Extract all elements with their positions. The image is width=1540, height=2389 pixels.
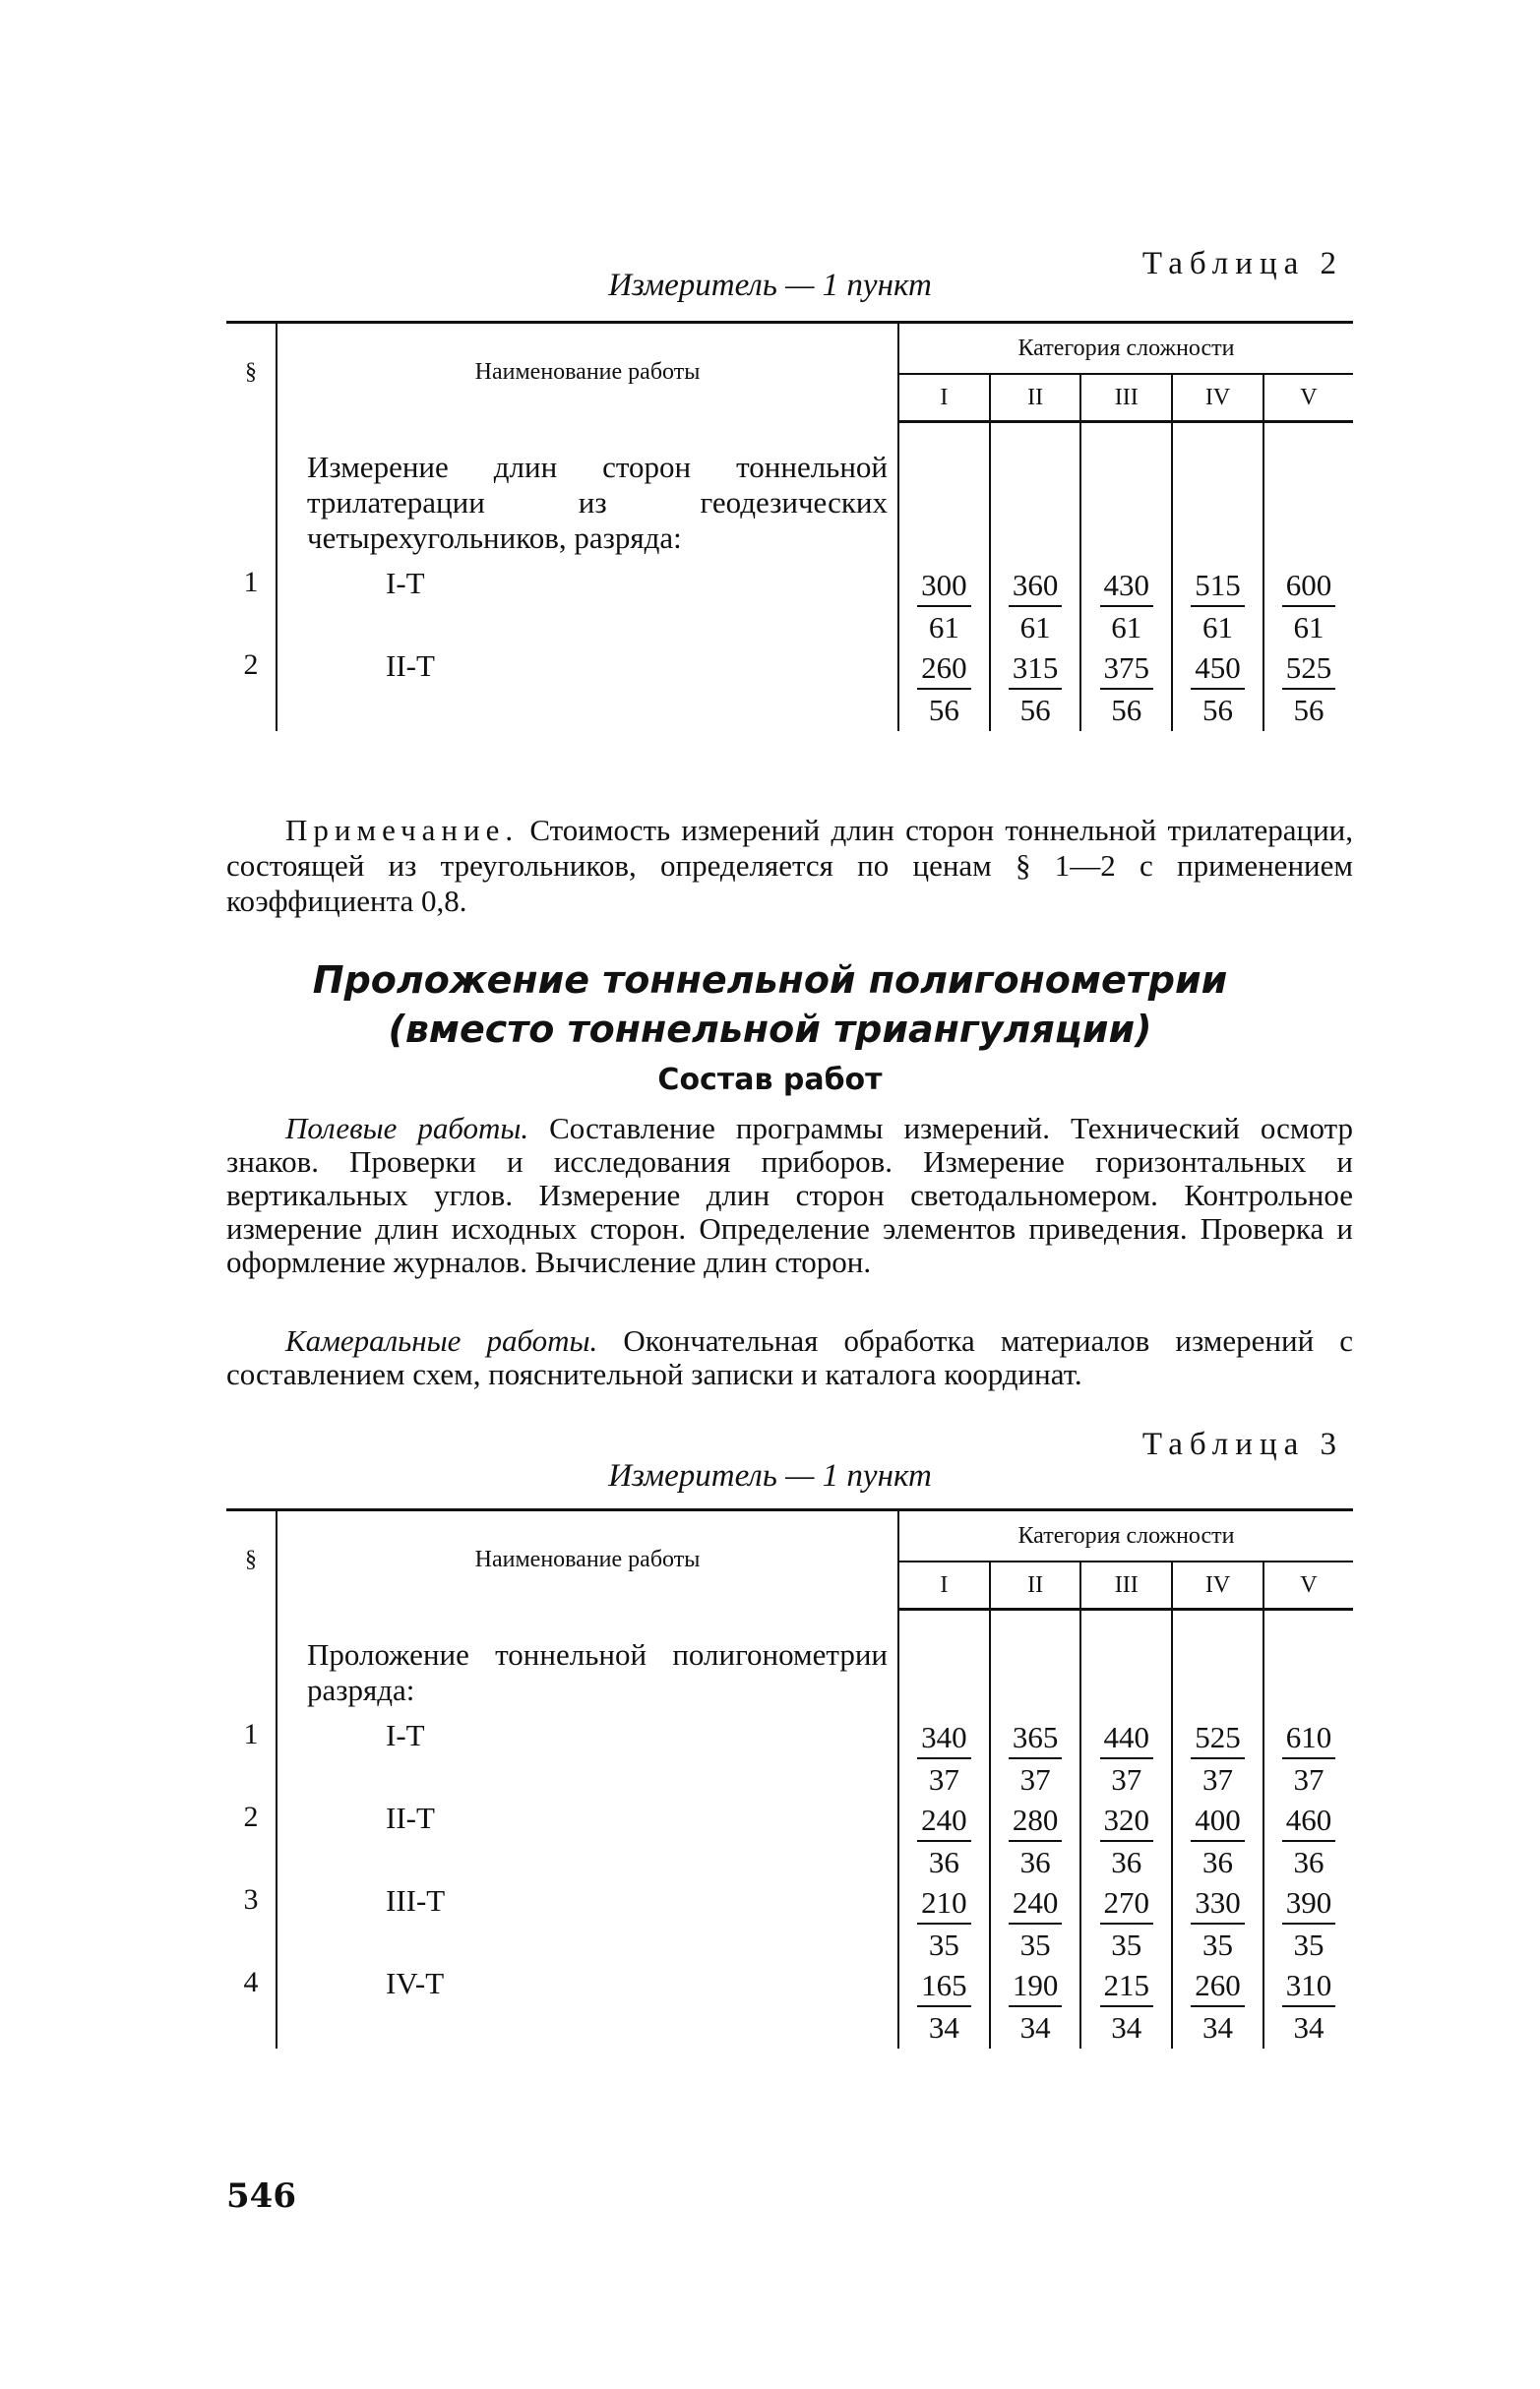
table3 (226, 1508, 1353, 2049)
labor-value: 34 (1111, 2009, 1142, 2045)
table2 (226, 321, 1353, 731)
table-row (226, 648, 1353, 731)
labor-value: 37 (928, 1761, 959, 1797)
labor-value: 37 (1111, 1761, 1142, 1797)
cost-value: 610 (1282, 1718, 1336, 1759)
row-name: III-T (277, 1883, 898, 1966)
labor-value: 61 (928, 609, 959, 644)
labor-value: 56 (928, 692, 959, 727)
row-number: 2 (226, 1801, 277, 1883)
category-header: Категория сложности (898, 1510, 1353, 1562)
note-text: Стоимость измерений длин сторон тоннельной трилатерации, состоящей из треугольников, определяется по ценам § 1—2 с применением коэффициента 0,8. (226, 813, 1353, 918)
labor-value: 34 (1202, 2009, 1234, 2045)
cost-value: 400 (1191, 1801, 1245, 1842)
cost-value: 270 (1100, 1883, 1154, 1925)
table2-caption: Таблица 2 (1141, 246, 1343, 281)
cost-value: 210 (917, 1883, 971, 1925)
table3-measure: Измеритель — 1 пункт (608, 1458, 932, 1494)
labor-value: 35 (928, 1927, 959, 1962)
labor-value: 36 (1202, 1844, 1234, 1879)
cost-value: 340 (917, 1718, 971, 1759)
labor-value: 61 (1293, 609, 1324, 644)
labor-value: 61 (1202, 609, 1234, 644)
table-row (226, 1966, 1353, 2049)
work-name-header: Наименование работы (277, 1510, 898, 1610)
labor-value: 56 (1019, 692, 1051, 727)
labor-value: 36 (1019, 1844, 1051, 1879)
table-row (226, 1718, 1353, 1801)
labor-value: 35 (1293, 1927, 1324, 1962)
section-title-line2: (вместо тоннельной триангуляции) (388, 1008, 1152, 1051)
category-iii: III (1080, 1562, 1172, 1610)
cost-value: 190 (1009, 1966, 1063, 2007)
table3-caption: Таблица 3 (1141, 1427, 1343, 1462)
cost-value: 215 (1100, 1966, 1154, 2007)
category-ii: II (990, 1562, 1081, 1610)
category-i: I (898, 1562, 990, 1610)
row-number: 4 (226, 1966, 277, 2049)
table-row (226, 1801, 1353, 1883)
row-number: 3 (226, 1883, 277, 1966)
cost-value: 375 (1100, 648, 1154, 690)
labor-value: 34 (928, 2009, 959, 2045)
work-name-header: Наименование работы (277, 323, 898, 422)
category-i: I (898, 374, 990, 422)
cost-value: 320 (1100, 1801, 1154, 1842)
row-name: II-T (277, 1801, 898, 1883)
cost-value: 240 (917, 1801, 971, 1842)
cost-value: 600 (1282, 566, 1336, 607)
row-number: 1 (226, 566, 277, 648)
labor-value: 37 (1293, 1761, 1324, 1797)
cost-value: 260 (917, 648, 971, 690)
note-label: Примечание. (285, 813, 520, 847)
category-iv: IV (1172, 1562, 1263, 1610)
table2-measure: Измеритель — 1 пункт (608, 268, 932, 303)
cost-value: 360 (1009, 566, 1063, 607)
office-works-paragraph (226, 1324, 1353, 1391)
page-number: 546 (226, 2176, 296, 2216)
labor-value: 56 (1293, 692, 1324, 727)
section-title-line1: Проложение тоннельной полигонометрии (312, 958, 1228, 1002)
cost-value: 240 (1009, 1883, 1063, 1925)
office-works-text: Окончательная обработка материалов измерений с составлением схем, пояснительной записки и каталога координат. (226, 1323, 1353, 1391)
row-name: I-T (277, 566, 898, 648)
category-ii: II (990, 374, 1081, 422)
cost-value: 315 (1009, 648, 1063, 690)
category-header: Категория сложности (898, 323, 1353, 375)
row-name: II-T (277, 648, 898, 731)
table2-note (226, 813, 1353, 919)
labor-value: 36 (1111, 1844, 1142, 1879)
section-subtitle: Состав работ (657, 1063, 883, 1097)
table2-intro: Измерение длин сторон тоннельной трилатерации из геодезических четырехугольников, разряда: (277, 422, 898, 566)
labor-value: 37 (1019, 1761, 1051, 1797)
field-works-text: Составление программы измерений. Технический осмотр знаков. Проверки и исследования приборов. Измерение горизонтальных и вертикальных углов. Измерение длин сторон светодальномером. Контрольное измерение длин исходных сторон. Определение элементов приведения. Проверка и оформление журналов. Вычисление длин сторон. (226, 1111, 1353, 1279)
row-name: IV-T (277, 1966, 898, 2049)
section-header: § (226, 1510, 277, 1610)
labor-value: 36 (928, 1844, 959, 1879)
row-name: I-T (277, 1718, 898, 1801)
cost-value: 430 (1100, 566, 1154, 607)
cost-value: 300 (917, 566, 971, 607)
labor-value: 61 (1019, 609, 1051, 644)
cost-value: 260 (1191, 1966, 1245, 2007)
category-v: V (1263, 1562, 1353, 1610)
category-iii: III (1080, 374, 1172, 422)
office-works-label: Камеральные работы. (285, 1323, 598, 1358)
table-row (226, 1883, 1353, 1966)
labor-value: 61 (1111, 609, 1142, 644)
labor-value: 35 (1202, 1927, 1234, 1962)
section-header: § (226, 323, 277, 422)
cost-value: 525 (1191, 1718, 1245, 1759)
labor-value: 34 (1293, 2009, 1324, 2045)
row-number: 1 (226, 1718, 277, 1801)
field-works-paragraph (226, 1112, 1353, 1279)
field-works-label: Полевые работы. (285, 1111, 529, 1145)
cost-value: 450 (1191, 648, 1245, 690)
labor-value: 35 (1019, 1927, 1051, 1962)
cost-value: 515 (1191, 566, 1245, 607)
cost-value: 330 (1191, 1883, 1245, 1925)
labor-value: 56 (1111, 692, 1142, 727)
cost-value: 365 (1009, 1718, 1063, 1759)
cost-value: 390 (1282, 1883, 1336, 1925)
cost-value: 165 (917, 1966, 971, 2007)
labor-value: 36 (1293, 1844, 1324, 1879)
labor-value: 34 (1019, 2009, 1051, 2045)
labor-value: 56 (1202, 692, 1234, 727)
cost-value: 525 (1282, 648, 1336, 690)
cost-value: 280 (1009, 1801, 1063, 1842)
cost-value: 460 (1282, 1801, 1336, 1842)
cost-value: 310 (1282, 1966, 1336, 2007)
cost-value: 440 (1100, 1718, 1154, 1759)
row-number: 2 (226, 648, 277, 731)
category-v: V (1263, 374, 1353, 422)
table-row (226, 566, 1353, 648)
category-iv: IV (1172, 374, 1263, 422)
labor-value: 35 (1111, 1927, 1142, 1962)
labor-value: 37 (1202, 1761, 1234, 1797)
table3-intro: Проложение тоннельной полигонометрии разряда: (277, 1610, 898, 1718)
